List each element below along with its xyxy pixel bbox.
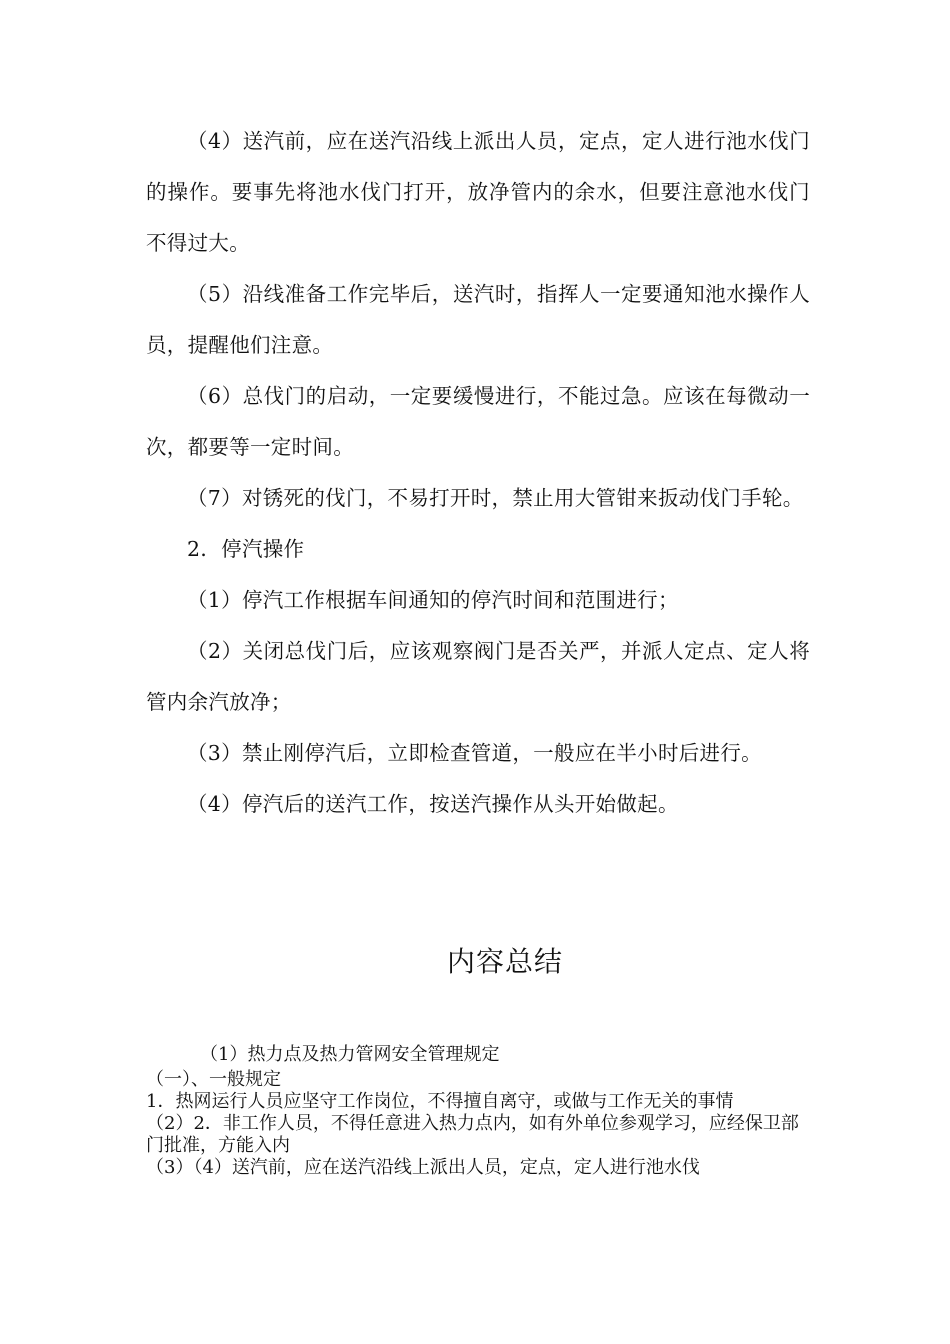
section-heading-stop-steam: 2．停汽操作 <box>187 537 305 561</box>
paragraph-step-7-rusted-valve: （7）对锈死的伐门，不易打开时，禁止用大管钳来扳动伐门手轮。 <box>187 486 804 510</box>
summary-body <box>146 1044 810 1179</box>
summary-line: 1．热网运行人员应坚守工作岗位，不得擅自离守，或做与工作无关的事情 <box>146 1091 734 1112</box>
body-text <box>146 116 810 830</box>
paragraph-stop-2: （2）关闭总伐门后，应该观察阀门是否关严，并派人定点、定人将管内余汽放净； <box>146 639 810 714</box>
paragraph-step-6-main-valve: （6）总伐门的启动，一定要缓慢进行，不能过急。应该在每微动一次，都要等一定时间。 <box>146 384 810 459</box>
paragraph-stop-1: （1）停汽工作根据车间通知的停汽时间和范围进行； <box>187 588 679 612</box>
summary-line: （2）2．非工作人员，不得任意进入热力点内，如有外单位参观学习，应经保卫部门批准，方能入内 <box>146 1113 799 1156</box>
summary-line: （一）、一般规定 <box>146 1069 281 1090</box>
summary-line: （3）（4）送汽前，应在送汽沿线上派出人员，定点，定人进行池水伐 <box>146 1157 700 1178</box>
summary-title: 内容总结 <box>446 945 563 978</box>
paragraph-step-5-notify: （5）沿线准备工作完毕后，送汽时，指挥人一定要通知池水操作人员，提醒他们注意。 <box>146 282 810 357</box>
paragraph-step-4-send-steam: （4）送汽前，应在送汽沿线上派出人员，定点，定人进行池水伐门的操作。要事先将池水伐门打开，放净管内的余水，但要注意池水伐门不得过大。 <box>146 129 810 255</box>
summary-line: （1）热力点及热力管网安全管理规定 <box>200 1044 500 1065</box>
paragraph-stop-4: （4）停汽后的送汽工作，按送汽操作从头开始做起。 <box>187 792 679 816</box>
paragraph-stop-3: （3）禁止刚停汽后，立即检查管道，一般应在半小时后进行。 <box>187 741 762 765</box>
